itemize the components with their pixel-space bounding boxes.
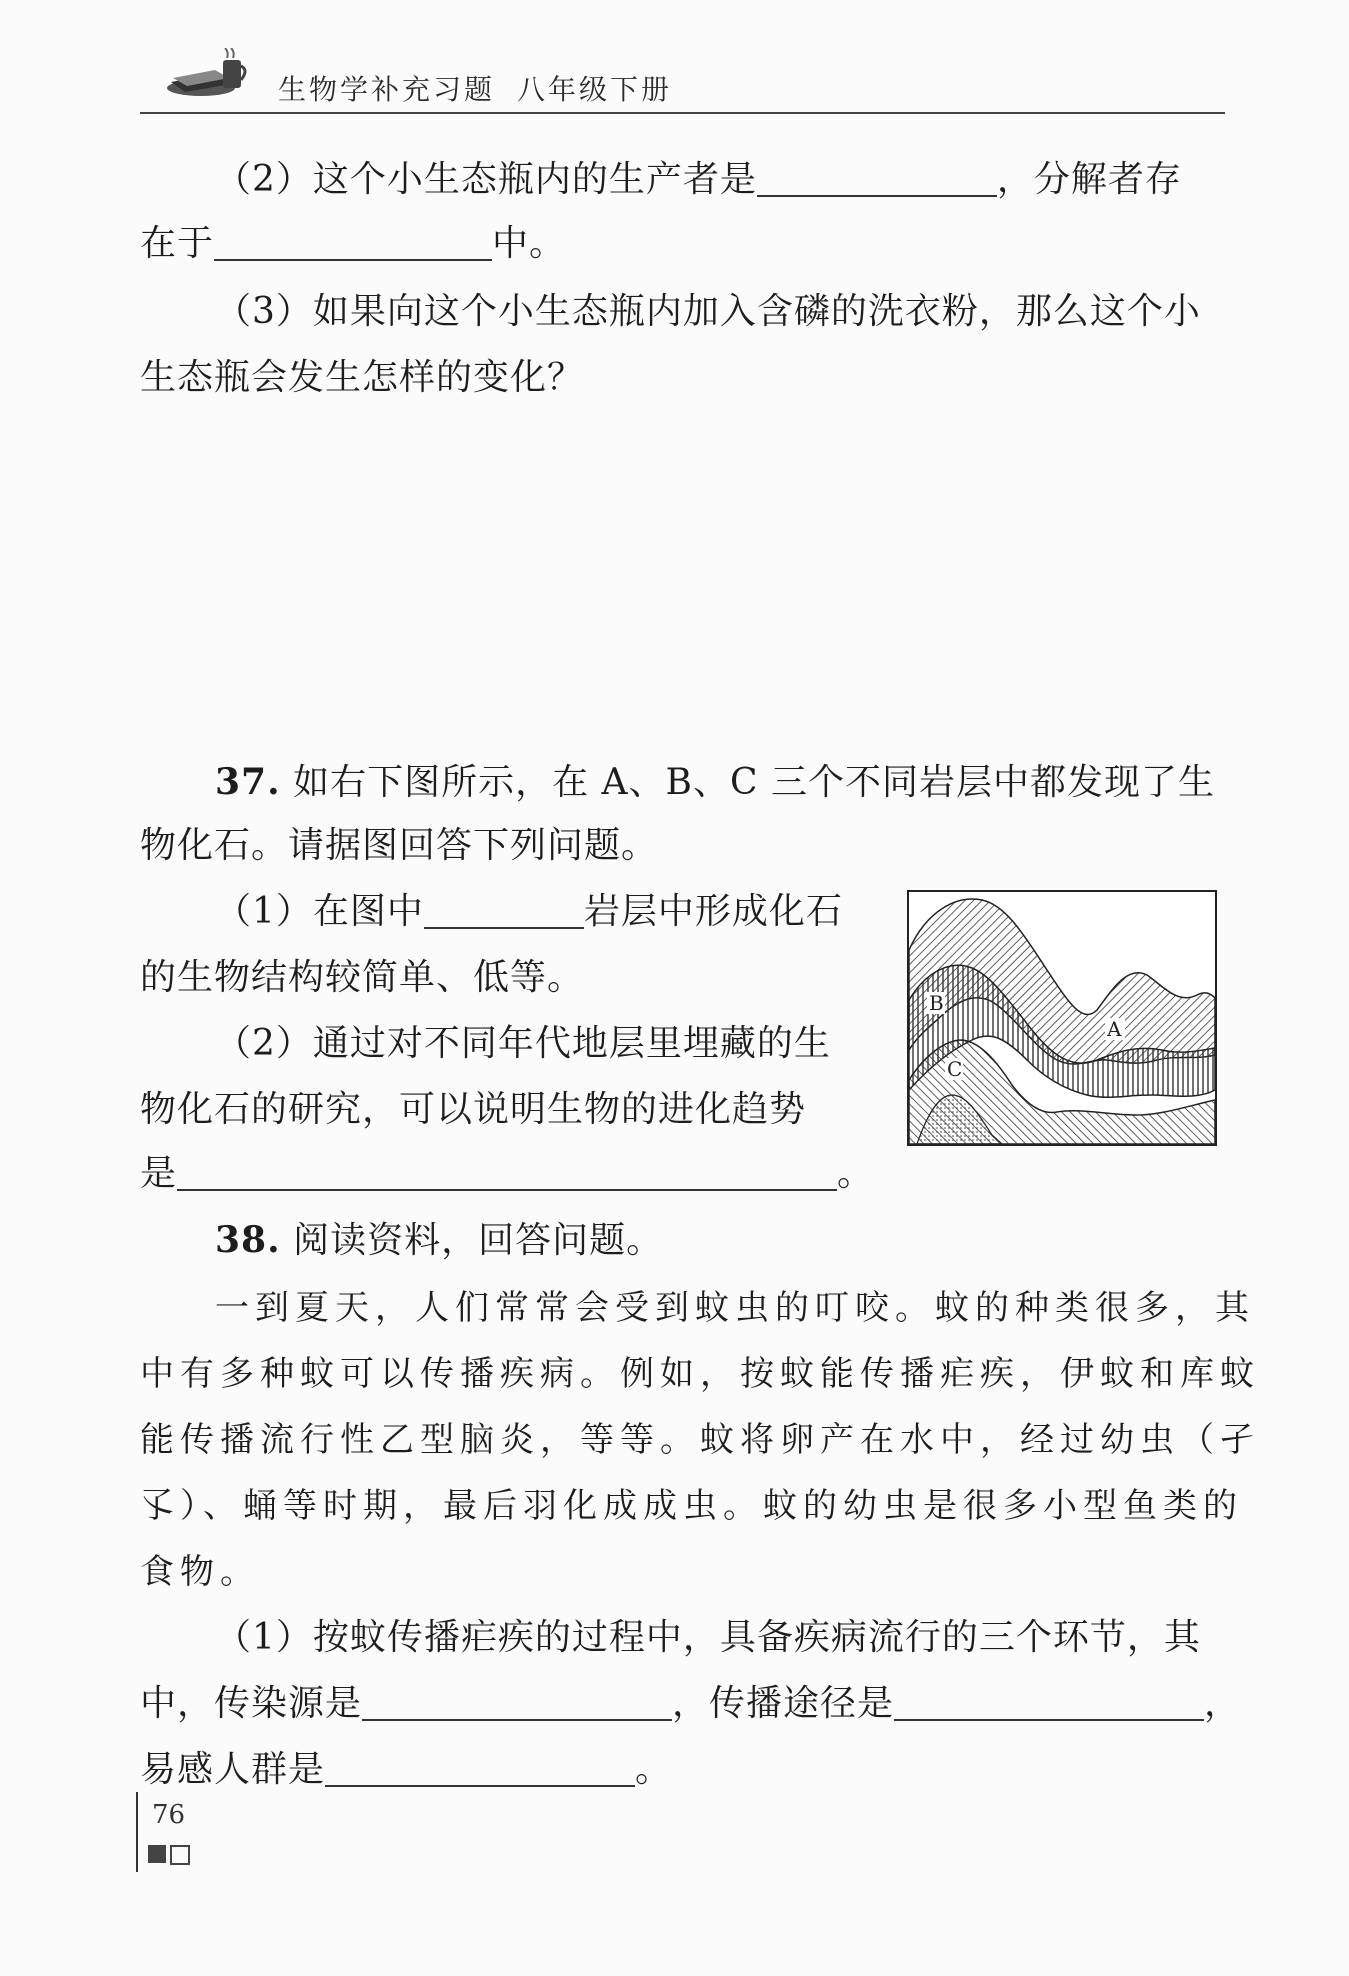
- layer-label-a: A: [1107, 1017, 1122, 1041]
- q36-part2-line2: 在于 中。: [140, 223, 567, 264]
- q37-intro-line2: 物化石。请据图回答下列问题。: [140, 825, 659, 866]
- q37-part1-line1: （1）在图中 岩层中形成化石: [215, 891, 843, 932]
- answer-blank-transmission-route[interactable]: [894, 1687, 1204, 1721]
- q38-reading-line2: 中有多种蚊可以传播疾病。例如，按蚊能传播疟疾，伊蚊和库蚊: [140, 1354, 1260, 1394]
- q38-reading-line5: 食物。: [140, 1552, 260, 1592]
- q37-part2-line1: （2）通过对不同年代地层里埋藏的生: [215, 1023, 831, 1064]
- q37-part2-line2: 物化石的研究，可以说明生物的进化趋势: [140, 1089, 807, 1130]
- q38-reading-line3: 能传播流行性乙型脑炎，等等。蚊将卵产在水中，经过幼虫（孑: [140, 1420, 1260, 1460]
- header-rule: [140, 112, 1225, 114]
- q37-number: 37.: [215, 761, 281, 803]
- q38-reading-line1: 一到夏天，人们常常会受到蚊虫的叮咬。蚊的种类很多，其: [215, 1288, 1255, 1328]
- q36-part2-line1: （2）这个小生态瓶内的生产者是 ，分解者存: [215, 159, 1182, 200]
- book-title: 生物学补充习题: [278, 73, 496, 106]
- q38-reading-line4: 孓）、蛹等时期，最后羽化成成虫。蚊的幼虫是很多小型鱼类的: [140, 1486, 1243, 1526]
- answer-blank-infection-source[interactable]: [362, 1687, 672, 1721]
- answer-blank-producer[interactable]: [757, 163, 997, 197]
- footer-filled-square: [148, 1845, 166, 1863]
- header-title: [278, 68, 672, 108]
- rock-strata-figure: [907, 890, 1217, 1146]
- answer-blank-susceptible-population[interactable]: [325, 1753, 635, 1787]
- q38-number: 38.: [215, 1219, 281, 1261]
- q37-part2-line3: 是 。: [140, 1153, 875, 1194]
- page-number: 76: [152, 1800, 186, 1830]
- footer-empty-square: [170, 1845, 190, 1865]
- q36-part3-line2: 生态瓶会发生怎样的变化？: [140, 357, 585, 398]
- answer-blank-decomposer[interactable]: [214, 227, 492, 261]
- q38-part1-line2: 中，传染源是 ，传播途径是 ，: [140, 1683, 1242, 1724]
- grade-label: 八年级下册: [517, 73, 673, 106]
- book-and-cup-icon: [165, 48, 249, 104]
- layer-label-b: B: [929, 991, 944, 1015]
- layer-label-c: C: [947, 1057, 963, 1081]
- answer-blank-rock-layer[interactable]: [424, 895, 584, 929]
- q38-title: 38. 阅读资料，回答问题。: [215, 1219, 664, 1261]
- q38-part1-line1: （1）按蚊传播疟疾的过程中，具备疾病流行的三个环节，其: [215, 1617, 1201, 1658]
- q38-part1-line3: 易感人群是 。: [140, 1749, 673, 1790]
- answer-blank-evolution-trend[interactable]: [177, 1157, 837, 1191]
- footer-rule: [136, 1792, 138, 1872]
- q37-part1-line2: 的生物结构较简单、低等。: [140, 957, 585, 998]
- q36-part3-line1: （3）如果向这个小生态瓶内加入含磷的洗衣粉，那么这个小: [215, 291, 1201, 332]
- q37-intro-line1: 37. 如右下图所示，在 A、B、C 三个不同岩层中都发现了生: [215, 761, 1215, 803]
